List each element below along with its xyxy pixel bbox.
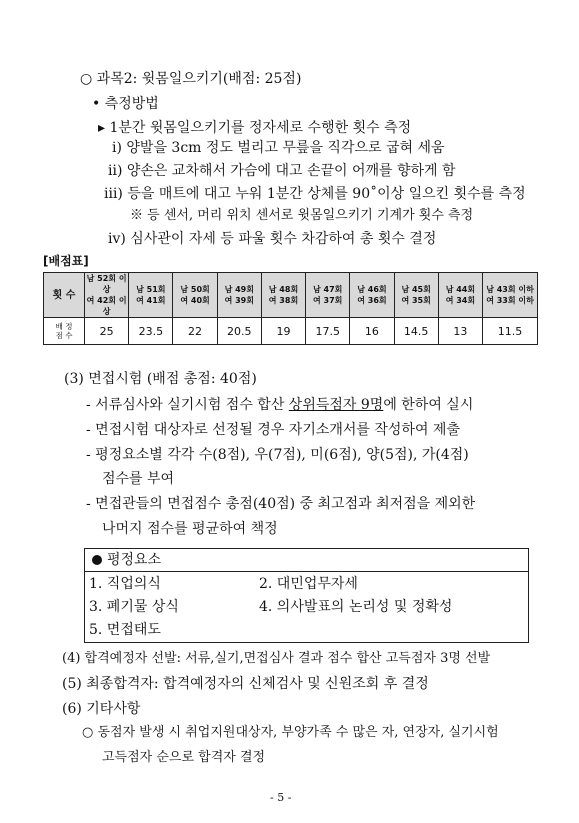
score-cell: 23.5 [129,318,173,345]
score-cell: 16 [350,318,394,345]
criteria-box [84,548,529,643]
interview-item-2: - 면접시험 대상자로 선정될 경우 자기소개서를 작성하여 제출 [86,422,460,438]
score-cell: 25 [85,318,129,345]
criteria-item: 1. 직업의식 [89,576,161,592]
final-item-4: (4) 합격예정자 선발: 서류,실기,면접심사 결과 점수 합산 고득점자 3명 선발 [62,651,491,666]
interview-item-4-line1: - 면접관들의 면접점수 총점(40점) 중 최고점과 최저점을 제외한 [86,496,476,512]
score-cell: 20.5 [217,318,261,345]
score-table [43,272,538,345]
step-3: ⅲ) 등을 매트에 대고 누워 1분간 상체를 90˚이상 일으킨 횟수를 측정 [104,186,526,202]
step-1: ⅰ) 양발을 3cm 정도 벌리고 무릎을 직각으로 굽혀 세움 [112,140,445,156]
count-cell: 남 51회 여 41회 [129,273,173,318]
top-scorers-emphasis: 상위득점자 9명 [288,397,384,413]
criteria-item: 5. 면접태도 [89,622,161,638]
page-number: - 5 - [270,791,292,804]
score-cell: 17.5 [306,318,350,345]
score-cell: 19 [261,318,305,345]
score-table-label: [배점표] [43,254,89,268]
score-cell: 11.5 [483,318,538,345]
bullet-dot-icon [92,555,102,565]
count-cell: 남 45회 여 35회 [394,273,438,318]
count-cell: 남 48회 여 38회 [261,273,305,318]
final-item-6-sub-line1: ○ 동점자 발생 시 취업지원대상자, 부양가족 수 많은 자, 연장자, 실기시험 [82,725,499,740]
score-row-label: 배 정 점 수 [44,318,85,345]
interview-item-3-line2: 점수를 부여 [102,471,175,487]
final-item-5: (5) 최종합격자: 합격예정자의 신체검사 및 신원조회 후 결정 [62,676,429,692]
count-cell: 남 50회 여 40회 [173,273,217,318]
count-cell: 남 44회 여 34회 [438,273,482,318]
final-item-6-sub-line2: 고득점자 순으로 합격자 결정 [102,750,266,765]
criteria-box-header [85,549,528,572]
interview-item-3-line1: - 평정요소별 각각 수(8점), 우(7점), 미(6점), 양(5점), 가(4점) [86,447,469,463]
criteria-item: 4. 의사발표의 논리성 및 정확성 [259,599,453,615]
interview-title: (3) 면접시험 (배점 총점: 40점) [64,371,257,387]
step-note: ※ 등 센서, 머리 위치 센서로 윗몸일으키기 기계가 횟수 측정 [130,208,474,223]
method-header: • 측정방법 [92,96,159,112]
score-cell: 13 [438,318,482,345]
score-row [44,318,538,345]
count-row [44,273,538,318]
count-header: 횟 수 [44,273,85,318]
subject2-title: ○ 과목2: 윗몸일으키기(배점: 25점) [80,71,302,87]
score-cell: 14.5 [394,318,438,345]
step-2: ⅱ) 양손은 교차해서 가슴에 대고 손끝이 어깨를 향하게 함 [108,163,456,179]
count-cell: 남 52회 이상 여 42회 이상 [85,273,129,318]
final-item-6: (6) 기타사항 [62,701,141,717]
method-main: ▸ 1분간 윗몸일으키기를 정자세로 수행한 횟수 측정 [98,120,412,136]
interview-item-4-line2: 나머지 점수를 평균하여 책정 [102,521,278,537]
criteria-item: 3. 폐기물 상식 [89,599,179,615]
interview-item-1: - 서류심사와 실기시험 점수 합산 상위득점자 9명에 한하여 실시 [86,397,474,413]
score-cell: 22 [173,318,217,345]
count-cell: 남 43회 이하 여 33회 이하 [483,273,538,318]
count-cell: 남 47회 여 37회 [306,273,350,318]
step-4: ⅳ) 심사관이 자세 등 파울 횟수 차감하여 총 횟수 결정 [108,231,437,247]
count-cell: 남 49회 여 39회 [217,273,261,318]
criteria-item: 2. 대민업무자세 [259,576,358,592]
count-cell: 남 46회 여 36회 [350,273,394,318]
criteria-box-title: 평정요소 [107,552,162,568]
